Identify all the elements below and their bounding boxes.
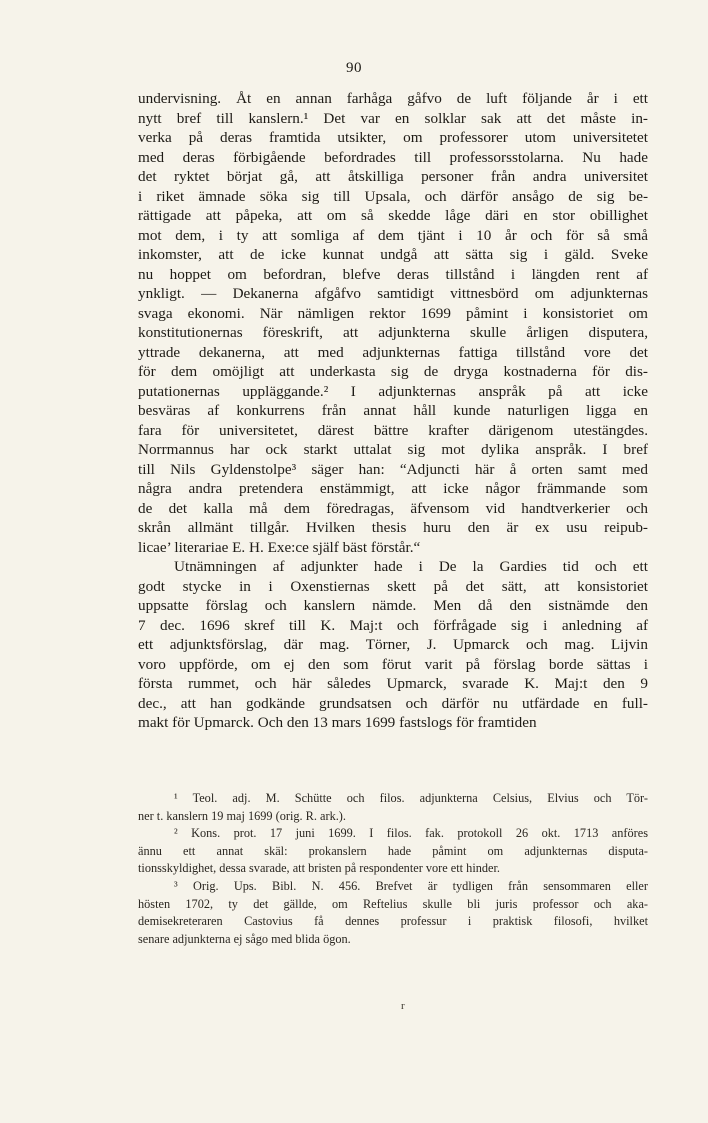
body-line: första rummet, och här således Upmarck, svarade K. Maj:t den 9 bbox=[138, 675, 648, 692]
body-line: 7 dec. 1696 skref till K. Maj:t och förfrågade sig i anledning af bbox=[138, 616, 648, 634]
footnote-line: ² Kons. prot. 17 juni 1699. I filos. fak. protokoll 26 okt. 1713 anföres bbox=[174, 826, 648, 841]
body-line: licae’ literariae E. H. Exe:ce själf bäst förstår.“ bbox=[138, 538, 421, 556]
stray-mark: r bbox=[401, 1000, 405, 1012]
body-line: i riket ämnade söka sig till Upsala, och därför ansågo de sig be- bbox=[138, 187, 648, 205]
body-line: till Nils Gyldenstolpe³ säger han: “Adjuncti här å orten samt med bbox=[138, 460, 648, 478]
footnote-line: demisekreteraren Castovius få dennes professur i praktisk filosofi, hvilket bbox=[138, 914, 648, 929]
body-line: rättigade att påpeka, att om så skedde låge däri en stor obillighet bbox=[138, 207, 648, 224]
body-line: Norrmannus har ock starkt uttalat sig mot dylika anspråk. I bref bbox=[138, 441, 648, 458]
body-line: de det kalla må dem föredragas, äfvensom vid handtverkerier och bbox=[138, 499, 648, 517]
body-line: verka på deras framtida utsikter, om professorer utom universitetet bbox=[138, 129, 648, 146]
footnote-line: ner t. kanslern 19 maj 1699 (orig. R. ark.). bbox=[138, 808, 346, 823]
body-line: konstitutionernas föreskrift, att adjunkterna skulle årligen disputera, bbox=[138, 324, 648, 341]
footnote-line: tionsskyldighet, dessa svarade, att bristen på respondenter vore ett hinder. bbox=[138, 861, 500, 876]
body-line: putationernas uppläggande.² I adjunkternas anspråk på att icke bbox=[138, 382, 648, 400]
body-line: makt för Upmarck. Och den 13 mars 1699 fastslogs för framtiden bbox=[138, 714, 537, 731]
body-line: inkomster, att de icke kunnat undgå att sätta sig i gäld. Sveke bbox=[138, 246, 648, 263]
body-line: för dem omöjligt att underkasta sig de dryga kostnaderna för dis- bbox=[138, 363, 648, 380]
body-line: nu hoppet om befordran, blefve deras tillstånd i längden rent af bbox=[138, 265, 648, 283]
body-line: det ryktet börjat gå, att åtskilliga personer från andra universitet bbox=[138, 168, 648, 185]
page-number: 90 bbox=[346, 60, 362, 76]
footnotes bbox=[138, 790, 648, 948]
footnote-line: ¹ Teol. adj. M. Schütte och filos. adjunkterna Celsius, Elvius och Tör- bbox=[174, 791, 648, 805]
body-line: undervisning. Åt en annan farhåga gåfvo de luft följande år i ett bbox=[138, 90, 648, 107]
body-line: Utnämningen af adjunkter hade i De la Gardies tid och ett bbox=[174, 558, 648, 575]
body-line: voro uppförde, om ej den som förut varit på förslag borde sättas i bbox=[138, 655, 648, 673]
body-line: nytt bref till kanslern.¹ Det var en solklar sak att det måste in- bbox=[138, 109, 648, 127]
body-line: några andra pretendera enstämmigt, att icke någor främmande som bbox=[138, 480, 648, 497]
body-line: fara för universitetet, därest bättre krafter därigenom utestängdes. bbox=[138, 421, 648, 439]
body-line: godt stycke in i Oxenstiernas skett på det sätt, att konsistoriet bbox=[138, 577, 648, 595]
footnote-line: ännu ett annat skäl: prokanslern hade påmint om adjunkternas disputa- bbox=[138, 843, 648, 858]
body-line: med deras förbigående befordrades till professorsstolarna. Nu hade bbox=[138, 148, 648, 166]
body-line: skrån allmänt tillgår. Hvilken thesis huru den är ex usu reipub- bbox=[138, 519, 648, 536]
body-text bbox=[138, 89, 648, 733]
body-line: ynkligt. — Dekanerna afgåfvo samtidigt vittnesbörd om adjunkternas bbox=[138, 285, 648, 302]
body-line: ett adjunktsförslag, där mag. Törner, J. Upmarck och mag. Lijvin bbox=[138, 636, 648, 653]
body-line: besväras af konkurrens från annat håll kunde naturligen ligga en bbox=[138, 402, 648, 419]
body-line: svaga ekonomi. När nämligen rektor 1699 påmint i konsistoriet om bbox=[138, 304, 648, 322]
body-line: yttrade dekanerna, att med adjunkternas fattiga tillstånd vore det bbox=[138, 343, 648, 361]
body-line: dec., att han godkände grundsatsen och därför nu utfärdade en full- bbox=[138, 694, 648, 712]
footnote-line: senare adjunkterna ej sågo med blida ögon. bbox=[138, 931, 351, 946]
footnote-line: ³ Orig. Ups. Bibl. N. 456. Brefvet är tydligen från sensommaren eller bbox=[174, 878, 648, 893]
body-line: mot dem, i ty att somliga af dem tjänt i 10 år och för så små bbox=[138, 226, 648, 244]
footnote-line: hösten 1702, ty det gällde, om Reftelius skulle bli juris professor och aka- bbox=[138, 896, 648, 911]
body-line: uppsatte förslag och kanslern nämde. Men då den sistnämde den bbox=[138, 597, 648, 614]
